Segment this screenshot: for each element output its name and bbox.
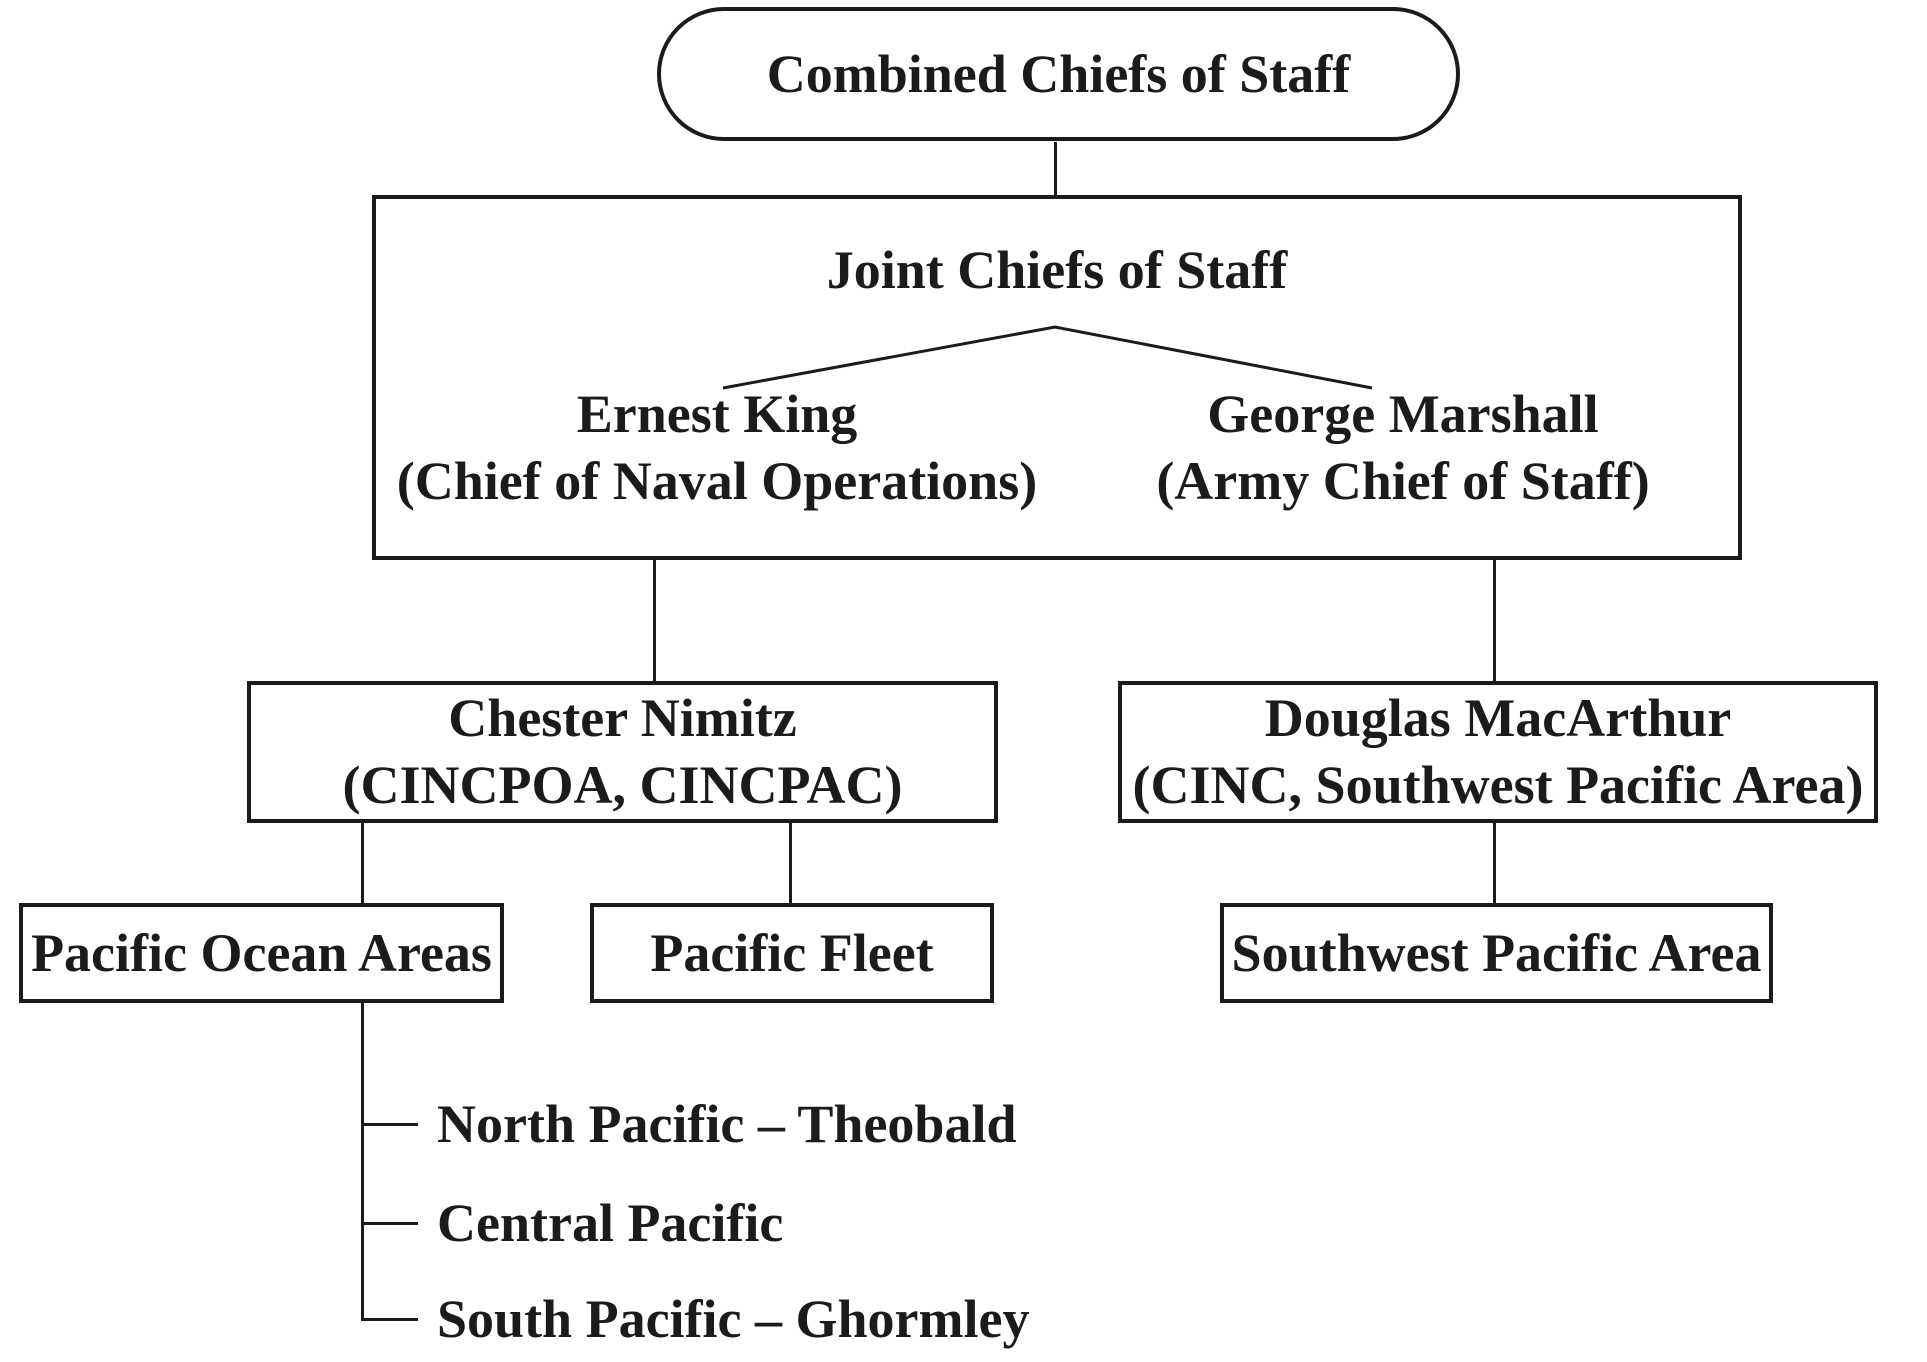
node-pacific-ocean-areas xyxy=(19,903,504,1003)
connector-king-to-nimitz xyxy=(653,560,656,681)
node-joint-chiefs-of-staff xyxy=(372,195,1742,560)
node-southwest-pacific-area xyxy=(1220,903,1773,1003)
subarea-north-pacific: North Pacific – Theobald xyxy=(437,1094,1017,1154)
subarea-tick-south-pacific xyxy=(361,1318,418,1321)
commander-name: Chester Nimitz xyxy=(448,688,797,748)
commander-name: Douglas MacArthur xyxy=(1264,688,1732,748)
member-role: (Chief of Naval Operations) xyxy=(396,451,1038,511)
area-label: Pacific Fleet xyxy=(650,922,934,983)
area-label: Southwest Pacific Area xyxy=(1231,922,1762,983)
member-role: (Army Chief of Staff) xyxy=(1156,451,1650,511)
node-combined-chiefs-of-staff xyxy=(657,7,1460,141)
node-pacific-fleet xyxy=(590,903,994,1003)
commander-role: (CINC, Southwest Pacific Area) xyxy=(1132,755,1864,815)
joint-chiefs-title: Joint Chiefs of Staff xyxy=(826,240,1288,300)
connector-nimitz-to-pacific-fleet xyxy=(789,823,792,903)
commander-role: (CINCPOA, CINCPAC) xyxy=(342,755,903,815)
subarea-tick-north-pacific xyxy=(361,1123,418,1126)
connector-marshall-to-macarthur xyxy=(1493,560,1496,681)
member-name: George Marshall xyxy=(1207,384,1599,444)
subarea-central-pacific: Central Pacific xyxy=(437,1193,784,1253)
subarea-tick-central-pacific xyxy=(361,1222,418,1225)
member-name: Ernest King xyxy=(576,384,858,444)
node-douglas-macarthur xyxy=(1118,681,1878,823)
node-chester-nimitz xyxy=(247,681,998,823)
area-label: Pacific Ocean Areas xyxy=(31,922,492,983)
subarea-stem-line xyxy=(361,1003,364,1321)
combined-chiefs-label: Combined Chiefs of Staff xyxy=(766,43,1351,104)
member-george-marshall xyxy=(1156,381,1649,515)
member-ernest-king xyxy=(397,381,1037,515)
subarea-south-pacific: South Pacific – Ghormley xyxy=(437,1289,1030,1349)
connector-root-to-joint-chiefs xyxy=(1054,142,1057,195)
connector-nimitz-to-pacific-ocean-areas xyxy=(361,823,364,903)
connector-macarthur-to-southwest-pacific-area xyxy=(1493,823,1496,903)
